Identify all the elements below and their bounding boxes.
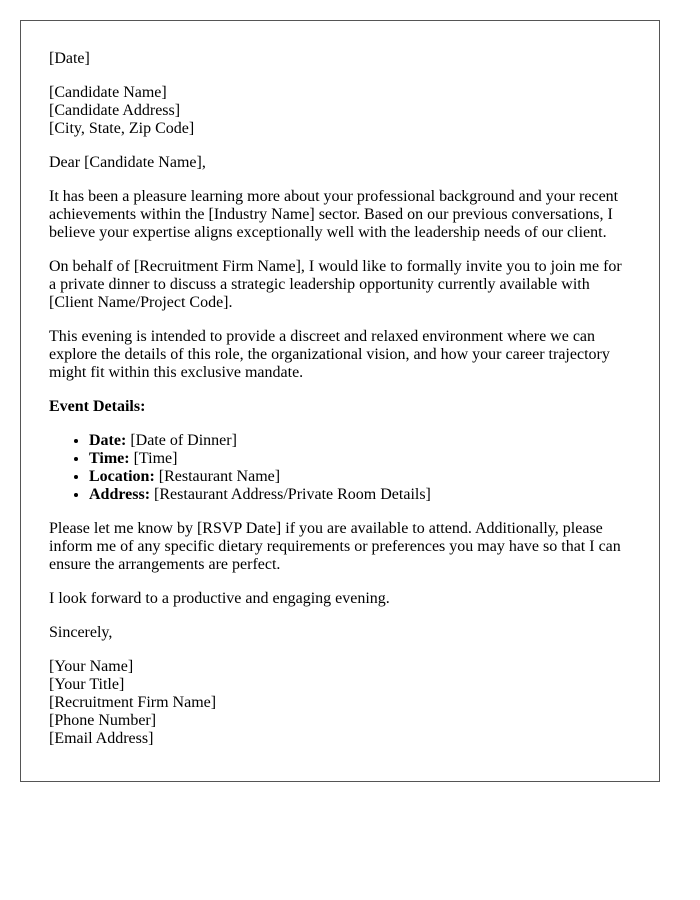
closing-paragraph: Please let me know by [RSVP Date] if you are available to attend. Additionally, please inform me of any specific dietary requirements or preferences you may have so that I can ensure the arrangements are perfect. xyxy=(49,520,621,573)
letter-page xyxy=(20,20,660,782)
recipient-name: [Candidate Name] xyxy=(49,84,167,101)
event-details-heading-text: Event Details: xyxy=(49,398,146,415)
signature-phone: [Phone Number] xyxy=(49,712,157,729)
event-detail-label: Time: xyxy=(89,450,130,467)
recipient-address: [Candidate Address] xyxy=(49,102,181,119)
signature-name: [Your Name] xyxy=(49,658,134,675)
event-detail-time xyxy=(89,450,631,468)
salutation: Dear [Candidate Name], xyxy=(49,154,206,171)
signature-email: [Email Address] xyxy=(49,730,154,747)
event-detail-location xyxy=(89,468,631,486)
closing-paragraph: I look forward to a productive and engaging evening. xyxy=(49,590,390,607)
event-detail-value: [Restaurant Name] xyxy=(158,468,281,485)
signature-firm: [Recruitment Firm Name] xyxy=(49,694,217,711)
event-detail-date xyxy=(89,432,631,450)
event-details-list xyxy=(49,432,631,504)
event-detail-value: [Restaurant Address/Private Room Details] xyxy=(154,486,431,503)
event-detail-label: Address: xyxy=(89,486,151,503)
recipient-city-state-zip: [City, State, Zip Code] xyxy=(49,120,195,137)
event-details-heading xyxy=(49,398,631,416)
event-detail-value: [Date of Dinner] xyxy=(130,432,237,449)
event-detail-value: [Time] xyxy=(133,450,178,467)
recipient-block xyxy=(49,84,631,138)
body-paragraph: This evening is intended to provide a discreet and relaxed environment where we can explore the details of this role, the organizational vision, and how your career trajectory might fit within this exclusive mandate. xyxy=(49,328,610,381)
signature-title: [Your Title] xyxy=(49,676,125,693)
body-paragraph: It has been a pleasure learning more about your professional background and your recent achievements within the [Industry Name] sector. Based on our previous conversations, I believe your expertise aligns exceptionally well with the leadership needs of our client. xyxy=(49,188,619,241)
event-detail-label: Date: xyxy=(89,432,127,449)
body-paragraph: On behalf of [Recruitment Firm Name], I would like to formally invite you to join me for a private dinner to discuss a strategic leadership opportunity currently available with [Client Name/Project Code]. xyxy=(49,258,622,311)
signature-block xyxy=(49,658,631,748)
event-detail-label: Location: xyxy=(89,468,155,485)
letter-date: [Date] xyxy=(49,50,90,67)
signoff: Sincerely, xyxy=(49,624,113,641)
event-detail-address xyxy=(89,486,631,504)
